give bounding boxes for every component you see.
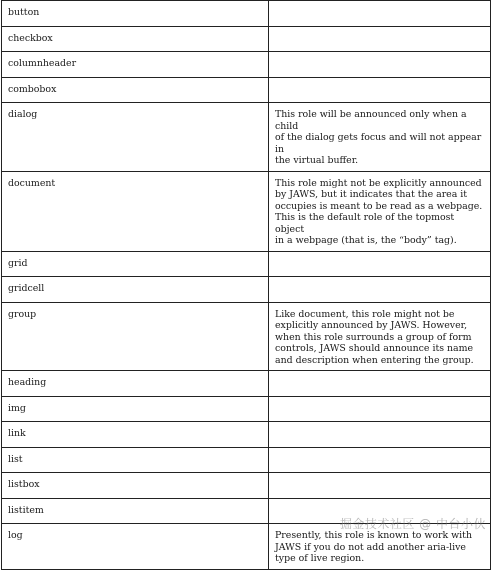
role-cell: list: [2, 447, 269, 473]
table-row: [2, 1, 491, 27]
role-cell: grid: [2, 251, 269, 277]
note-cell: [269, 1, 491, 27]
note-cell: [269, 473, 491, 499]
note-cell: [269, 251, 491, 277]
table-row: [2, 447, 491, 473]
role-cell: group: [2, 302, 269, 371]
table-row: [2, 277, 491, 303]
note-cell: [269, 77, 491, 103]
table-row: [2, 371, 491, 397]
note-cell: [269, 277, 491, 303]
watermark: 掘金技术社区 @ 中台小伙: [339, 517, 486, 531]
role-cell: combobox: [2, 77, 269, 103]
role-cell: checkbox: [2, 26, 269, 52]
note-cell: This role will be announced only when a child of the dialog gets focus and will not appear in the virtual buffer.: [269, 103, 491, 172]
table-row: [2, 422, 491, 448]
table-row: [2, 103, 491, 172]
role-cell: listitem: [2, 498, 269, 524]
note-cell: This role might not be explicitly announced by JAWS, but it indicates that the area it occupies is meant to be read as a webpage. This is the default role of the topmost object in a webpage (that is, the “body” tag).: [269, 171, 491, 251]
note-cell: [269, 447, 491, 473]
note-cell: [269, 52, 491, 78]
role-cell: listbox: [2, 473, 269, 499]
role-cell: columnheader: [2, 52, 269, 78]
role-cell: button: [2, 1, 269, 27]
table-row: [2, 52, 491, 78]
role-cell: heading: [2, 371, 269, 397]
table-row: [2, 171, 491, 251]
role-cell: link: [2, 422, 269, 448]
table-row: [2, 396, 491, 422]
note-cell: Like document, this role might not be explicitly announced by JAWS. However, when this role surrounds a group of form controls, JAWS should announce its name and description when entering the group.: [269, 302, 491, 371]
table-row: [2, 26, 491, 52]
note-cell: [269, 396, 491, 422]
role-cell: dialog: [2, 103, 269, 172]
role-cell: img: [2, 396, 269, 422]
note-cell: [269, 371, 491, 397]
note-cell: Presently, this role is known to work with JAWS if you do not add another aria-live type of live region.: [269, 524, 491, 570]
table-row: [2, 524, 491, 570]
note-cell: [269, 26, 491, 52]
table-row: [2, 473, 491, 499]
role-cell: document: [2, 171, 269, 251]
role-cell: gridcell: [2, 277, 269, 303]
table-row: [2, 302, 491, 371]
role-cell: log: [2, 524, 269, 570]
note-cell: [269, 422, 491, 448]
table-row: [2, 251, 491, 277]
aria-roles-table: [1, 0, 491, 570]
note-cell: [269, 498, 491, 524]
table-row: [2, 77, 491, 103]
table-row: [2, 498, 491, 524]
